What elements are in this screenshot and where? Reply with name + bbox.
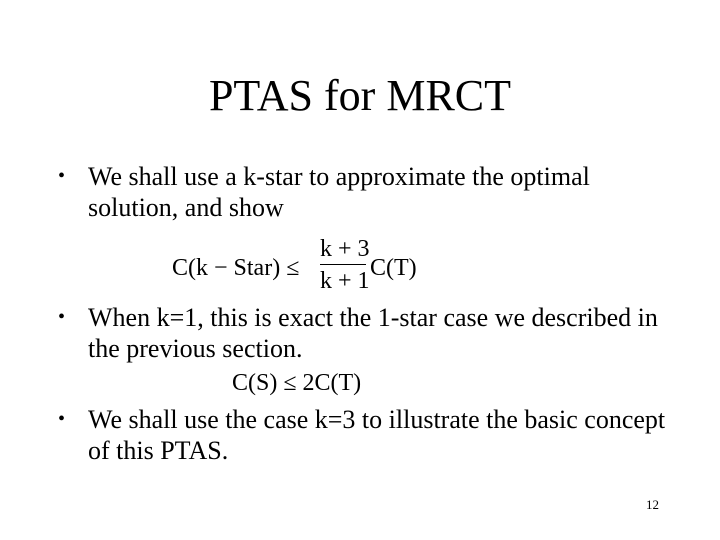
equation-lhs: C(k − Star) ≤ xyxy=(172,255,300,281)
slide-title: PTAS for MRCT xyxy=(208,71,512,120)
bullet-item xyxy=(58,161,668,223)
bullet-item xyxy=(58,404,668,466)
equation-one-star-bound: C(S) ≤ 2C(T) xyxy=(232,370,362,396)
bullet-text: We shall use a k-star to approximate the optimal solution, and show xyxy=(88,162,590,222)
equation-rhs: C(T) xyxy=(370,255,417,281)
bullet-item xyxy=(58,302,668,364)
bullet-marker: • xyxy=(58,306,66,328)
fraction-denominator: k + 1 xyxy=(320,268,370,294)
fraction xyxy=(320,235,370,295)
bullet-marker: • xyxy=(58,408,66,430)
fraction-bar xyxy=(320,264,366,265)
fraction-numerator: k + 3 xyxy=(320,236,370,262)
page-number: 12 xyxy=(646,497,659,512)
bullet-text: When k=1, this is exact the 1-star case we described in the previous section. xyxy=(88,303,658,363)
bullet-marker: • xyxy=(58,165,66,187)
bullet-text: We shall use the case k=3 to illustrate the basic concept of this PTAS. xyxy=(88,405,666,465)
